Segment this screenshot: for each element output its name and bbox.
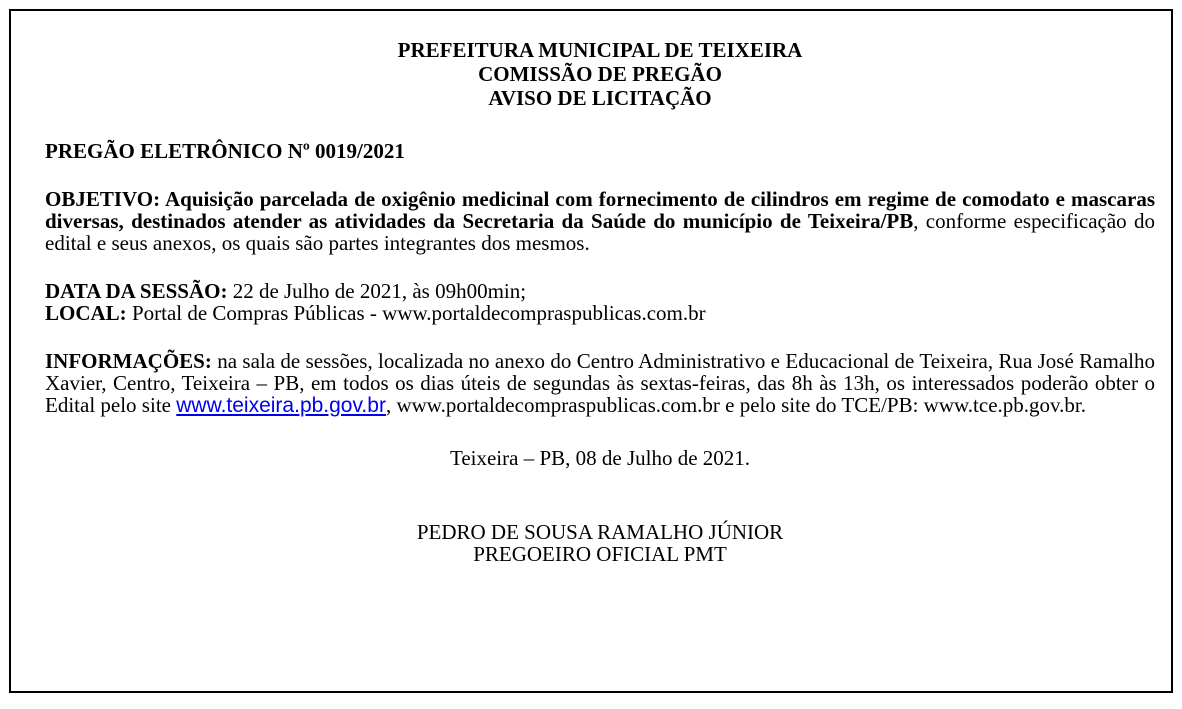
objetivo-text: , conforme especificação do edital e seus anexos, os quais são partes integrantes dos mesmos. — [45, 209, 1155, 255]
session-date-text: 22 de Julho de 2021, às 09h00min; — [227, 279, 527, 303]
informacoes-paragraph — [45, 350, 1155, 417]
objetivo-label: OBJETIVO: — [45, 187, 161, 211]
objetivo-bold-text: Aquisição parcelada de oxigênio medicinal com fornecimento de cilindros em regime de comodato e mascaras diversas, destinados atender as atividades da Secretaria da Saúde do município de Teixeira/PB — [45, 187, 1155, 233]
informacoes-label: INFORMAÇÕES: — [45, 349, 212, 373]
teixeira-site-link[interactable]: www.teixeira.pb.gov.br — [176, 394, 386, 417]
pregao-title: PREGÃO ELETRÔNICO Nº 0019/2021 — [45, 139, 405, 163]
place-date: Teixeira – PB, 08 de Julho de 2021. — [449, 446, 751, 470]
header-commission: COMISSÃO DE PREGÃO — [478, 62, 722, 86]
notice-header — [45, 38, 1155, 110]
header-notice-type: AVISO DE LICITAÇÃO — [488, 86, 712, 110]
informacoes-text-after: , www.portaldecompraspublicas.com.br e pelo site do TCE/PB: www.tce.pb.gov.br. — [385, 393, 1087, 417]
header-municipality: PREFEITURA MUNICIPAL DE TEIXEIRA — [397, 38, 803, 62]
session-date — [45, 280, 1155, 302]
signature-name: PEDRO DE SOUSA RAMALHO JÚNIOR — [416, 520, 784, 544]
informacoes-text-before: na sala de sessões, localizada no anexo do Centro Administrativo e Educacional de Teixeira, Rua José Ramalho Xavier, Centro, Teixeira – PB, em todos os dias úteis de segundas às sextas-feiras, das 8h às 13h, os interessados poderão obter o Edital pelo site — [45, 349, 1155, 417]
session-date-label: DATA DA SESSÃO: — [45, 279, 228, 303]
objetivo-paragraph — [45, 188, 1155, 254]
session-local-label: LOCAL: — [45, 301, 127, 325]
signature-role: PREGOEIRO OFICIAL PMT — [473, 542, 727, 566]
session-local-text: Portal de Compras Públicas - www.portaldecompraspublicas.com.br — [126, 301, 706, 325]
session-local — [45, 302, 1155, 324]
notice-content — [45, 38, 1155, 565]
